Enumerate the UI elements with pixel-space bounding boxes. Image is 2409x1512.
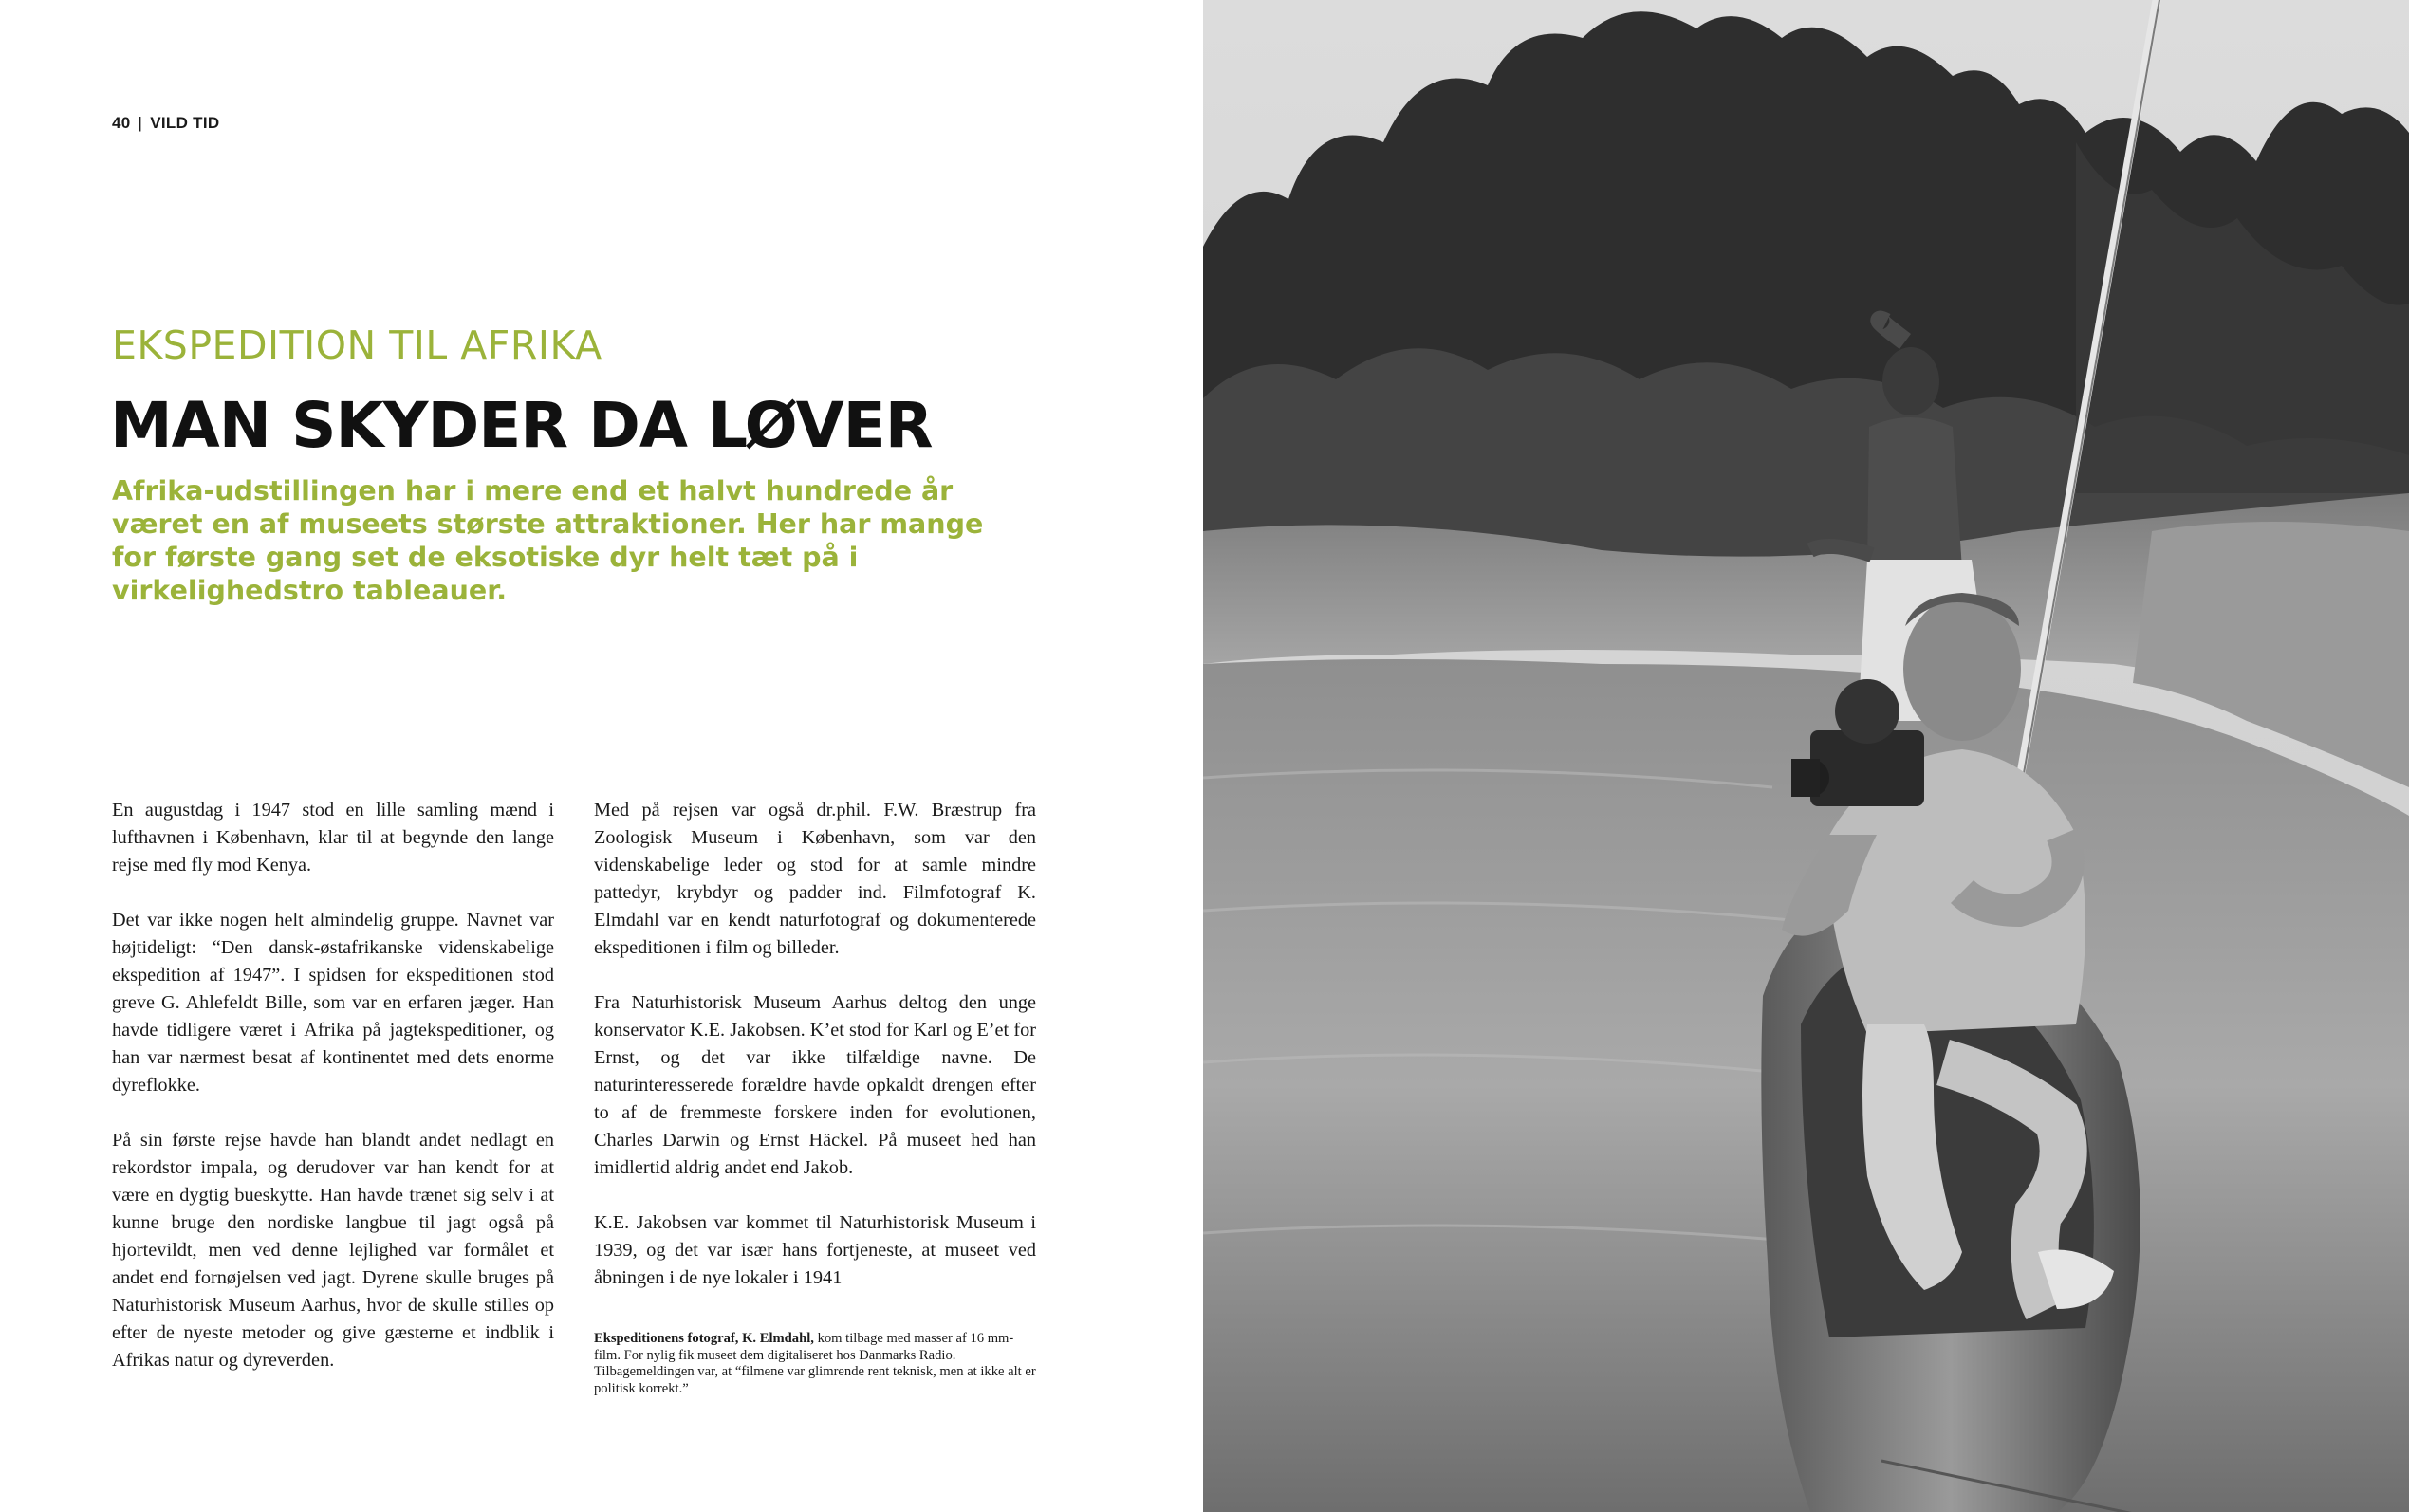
article-lede: Afrika-udstillingen har i mere end et halvt hundrede år været en af museets største attraktioner. Her har mange for første gang set de eksotiske dyr helt tæt på i virkelighedstro tableauer. xyxy=(112,475,984,606)
running-head-separator: | xyxy=(138,114,143,132)
photo-caption xyxy=(594,1331,1040,1397)
section-name: VILD TID xyxy=(150,114,220,132)
article-headline: MAN SKYDER DA LØVER xyxy=(110,389,933,462)
paragraph: Med på rejsen var også dr.phil. F.W. Bræstrup fra Zoologisk Museum i København, som var den videnskabelige leder og stod for at samle mindre pattedyr, krybdyr og padder ind. Filmfotograf K. Elmdahl var en kendt naturfotograf og dokumenterede ekspeditionen i film og billeder. xyxy=(594,800,1036,958)
paragraph: Det var ikke nogen helt almindelig gruppe. Navnet var højtideligt: “Den dansk-østafrikanske videnskabelige ekspedition af 1947”. I spidsen for ekspeditionen stod greve G. Ahlefeldt Bille, som var en erfaren jæger. Han havde tidligere været i Afrika på jagtekspeditioner, og han var nærmest besat af kontinentet med dets enorme dyreflokke. xyxy=(112,910,554,1096)
running-head xyxy=(112,114,219,133)
paragraph: En augustdag i 1947 stod en lille samling mænd i lufthavnen i København, klar til at begynde den lange rejse med fly mod Kenya. xyxy=(112,800,554,876)
right-page xyxy=(1203,0,2409,1512)
paragraph: På sin første rejse havde han blandt andet nedlagt en rekordstor impala, og derudover var han kendt for at være en dygtig bueskytte. Han havde trænet sig selv i at kunne bruge den nordiske langbue til jagt også på hjortevildt, men ved denne lejlighed var formålet et andet end fornøjelsen ved jagt. Dyrene skulle bruges på Naturhistorisk Museum Aarhus, hvor de skulle stilles op efter de nyeste metoder og give gæsterne et indblik i Afrikas natur og dyreverden. xyxy=(112,1130,554,1371)
body-column-1 xyxy=(112,797,554,1402)
black-and-white-canoe-photograph xyxy=(1203,0,2409,1512)
paragraph: Fra Naturhistorisk Museum Aarhus deltog den unge konservator K.E. Jakobsen. K’et stod for Karl og E’et for Ernst, og det var ikke tilfældige navne. De naturinteresserede forældre havde opkaldt drengen efter to af de fremmeste forskere inden for evolutionen, Charles Darwin og Ernst Häckel. På museet hed han imidlertid aldrig andet end Jakob. xyxy=(594,992,1036,1178)
left-page xyxy=(0,0,1203,1512)
paragraph: K.E. Jakobsen var kommet til Naturhistorisk Museum i 1939, og det var især hans fortjeneste, at museet ved åbningen i de nye lokaler i 1941 xyxy=(594,1212,1036,1288)
caption-lead: Ekspeditionens fotograf, K. Elmdahl, xyxy=(594,1331,814,1346)
page-number: 40 xyxy=(112,114,131,132)
caption-text: kom tilbage med masser af 16 mm-film. For nylig fik museet dem digitaliseret hos Danmarks Radio. Tilbagemeldingen var, at “filmene var glimrende rent teknisk, men at ikke alt er politisk korrekt.” xyxy=(594,1331,1036,1396)
body-column-2 xyxy=(594,797,1036,1319)
article-kicker: EKSPEDITION TIL AFRIKA xyxy=(112,323,602,368)
